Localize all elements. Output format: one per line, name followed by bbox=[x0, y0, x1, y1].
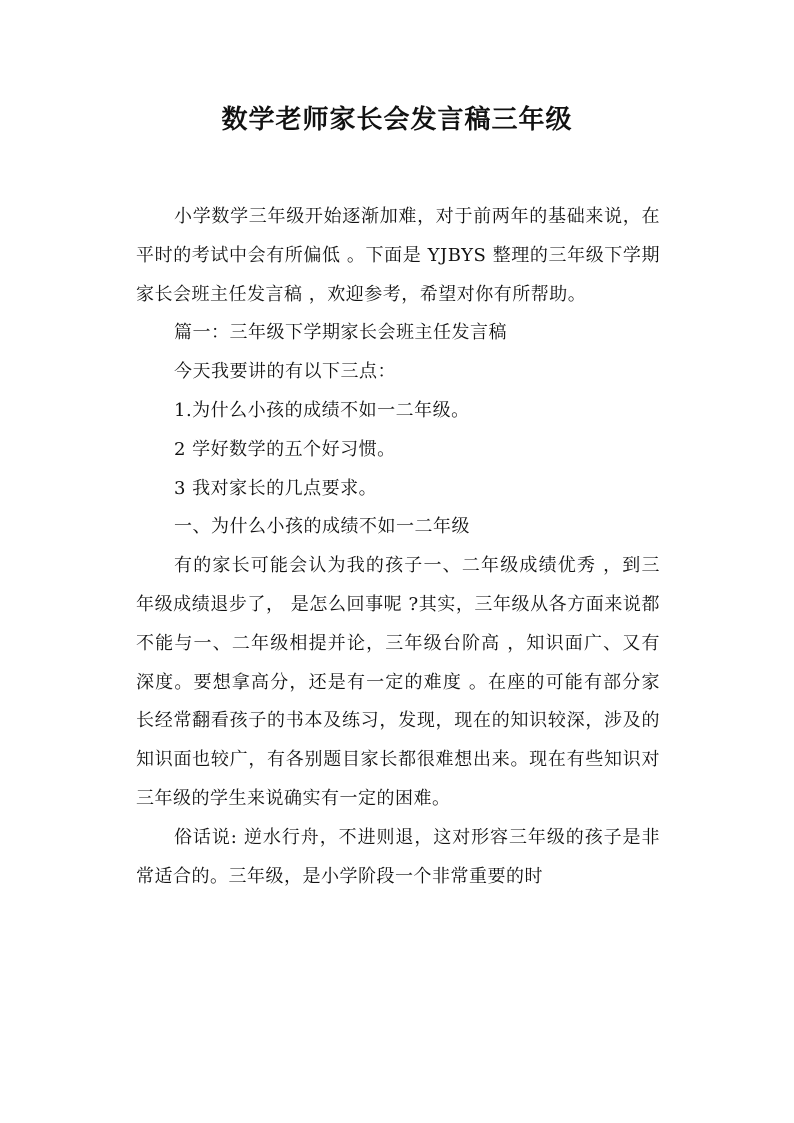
list-item: 3 我对家长的几点要求。 bbox=[174, 477, 378, 499]
intro-paragraph: 小学数学三年级开始逐渐加难，对于前两年的基础来说，在平时的考试中会有所偏低 。下面是 YJBYS 整理的三年级下学期家长会班主任发言稿 ，欢迎参考，希望对你有所帮助。 bbox=[136, 206, 660, 305]
speech-intro-line: 今天我要讲的有以下三点： bbox=[174, 361, 396, 383]
body-paragraph: 俗话说: 逆水行舟，不进则退，这对形容三年级的孩子是非常适合的。三年级，是小学阶段一个非常重要的时 bbox=[136, 826, 660, 887]
body-paragraph: 有的家长可能会认为我的孩子一、二年级成绩优秀 ，到三年级成绩退步了， 是怎么回事呢 ?其实，三年级从各方面来说都不能与一、二年级相提并论，三年级台阶高 ，知识面广、又有深度。要想拿高分，还是有一定的难度 。在座的可能有部分家长经常翻看孩子的书本及练习，发现，现在的知识较深，涉及的知识面也较广，有各别题目家长都很难想出来。现在有些知识对三年级的学生来说确实有一定的困难。 bbox=[136, 555, 660, 809]
document-body bbox=[136, 198, 660, 896]
section-heading-one: 一、为什么小孩的成绩不如一二年级 bbox=[174, 516, 470, 538]
section-heading-part-one: 篇一：三年级下学期家长会班主任发言稿 bbox=[174, 322, 507, 344]
list-item: 2 学好数学的五个好习惯。 bbox=[174, 438, 396, 460]
document-title: 数学老师家长会发言稿三年级 bbox=[221, 105, 573, 135]
list-item: 1.为什么小孩的成绩不如一二年级。 bbox=[174, 399, 470, 421]
